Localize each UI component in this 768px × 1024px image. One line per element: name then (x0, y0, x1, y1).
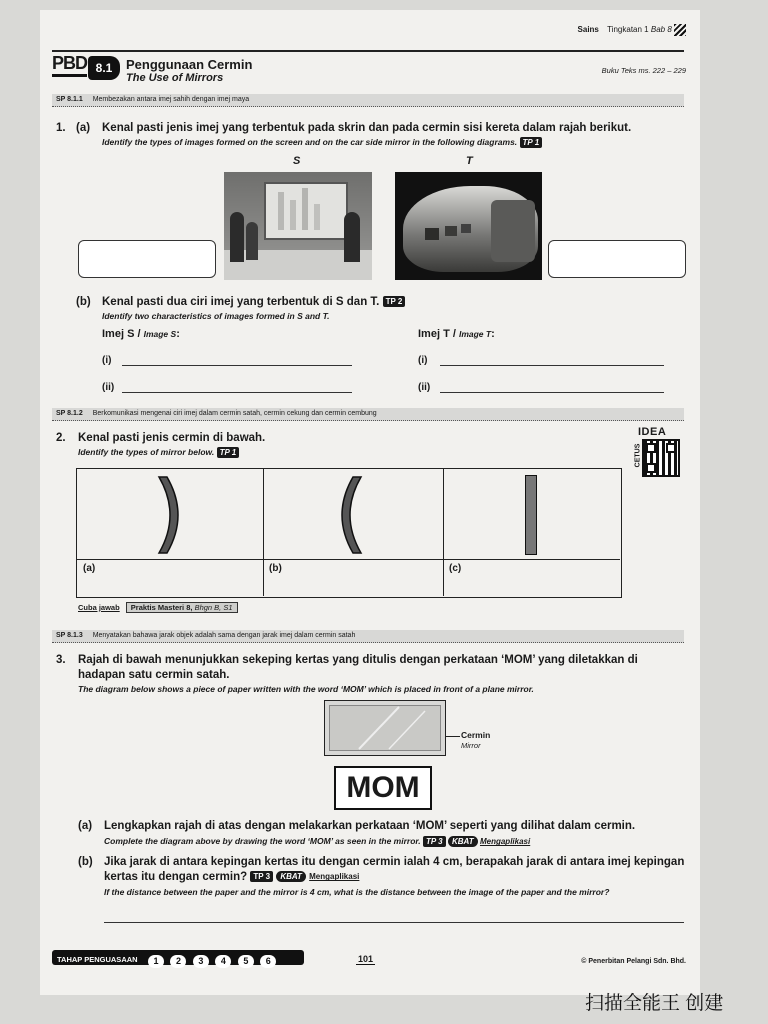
q3b-question-ms-1: Jika jarak di antara kepingan kertas itu dengan cermin ialah 4 cm, berapakah jarak di antara imej kepingan (104, 856, 685, 868)
answer-line-q3b[interactable] (104, 922, 684, 923)
imej-t-label: Imej T / Image T: (418, 328, 495, 340)
sp-code: SP 8.1.2 (56, 410, 83, 417)
level-1: 1 (148, 955, 164, 968)
person-1 (230, 212, 244, 262)
convex-mirror-icon (137, 473, 197, 557)
q3-question-ms-2: hadapan satu cermin satah. (78, 669, 230, 681)
tp-badge: TP 2 (383, 296, 406, 307)
publisher: © Penerbitan Pelangi Sdn. Bhd. (581, 958, 686, 965)
q1b-question-en: Identify two characteristics of images formed in S and T. (102, 311, 330, 321)
tp-badge: TP 1 (520, 137, 543, 148)
subtopic-code: 8.1 (88, 56, 120, 80)
q2-number: 2. (56, 432, 66, 444)
q3-question-ms-1: Rajah di bawah menunjukkan sekeping kertas yang ditulis dengan perkataan ‘MOM’ yang diletakkan di (78, 654, 638, 666)
worksheet-page (40, 10, 700, 995)
person-2 (246, 222, 258, 260)
q3-question-en: The diagram below shows a piece of paper written with the word ‘MOM’ which is placed in front of a plane mirror. (78, 684, 534, 694)
answer-line-t-ii[interactable] (440, 392, 664, 393)
idea-cetus-qr[interactable] (632, 426, 688, 484)
sp-text: Menyatakan bahawa jarak objek adalah sama dengan jarak imej dalam cermin satah (92, 632, 356, 639)
q1-question-ms: Kenal pasti jenis imej yang terbentuk pada skrin dan pada cermin sisi kereta dalam rajah berikut. (102, 122, 632, 134)
title-en: The Use of Mirrors (126, 72, 224, 84)
sp-text: Membezakan antara imej sahih dengan imej maya (92, 96, 250, 103)
q3b-question-ms-2: kertas itu dengan cermin? TP 3 KBAT Mengaplikasi (104, 871, 360, 883)
q3-part-b: (b) (78, 856, 93, 868)
mirror-shine-icon (329, 705, 441, 751)
answer-line-t-i[interactable] (440, 365, 664, 366)
level-6: 6 (260, 955, 276, 968)
sp-code: SP 8.1.3 (56, 632, 83, 639)
label-s: S (293, 155, 301, 167)
cell-c-label: (c) (449, 563, 462, 574)
photo-s-screen (224, 172, 372, 280)
mirror-pointer-line (446, 736, 460, 737)
sp-bar-3 (52, 630, 684, 643)
kbat-badge: KBAT (276, 871, 306, 882)
sp-code: SP 8.1.1 (56, 96, 83, 103)
level-5: 5 (238, 955, 254, 968)
page-number: 101 (358, 954, 374, 964)
s-item-ii: (ii) (102, 382, 115, 393)
q3a-question-en: Complete the diagram above by drawing the word ‘MOM’ as seen in the mirror. TP 3 KBAT Mengaplikasi (104, 836, 531, 847)
qr-code-icon (642, 439, 680, 477)
textbook-ref: Buku Teks ms. 222 – 229 (601, 66, 686, 75)
level-2: 2 (170, 955, 186, 968)
header-rule (52, 50, 684, 52)
cetus-label: CETUS (634, 443, 642, 468)
mirror-table (76, 468, 622, 598)
t-item-ii: (ii) (418, 382, 431, 393)
answer-line-s-i[interactable] (122, 365, 352, 366)
q1-number: 1. (56, 122, 66, 134)
mom-paper: MOM (334, 766, 432, 810)
answer-line-s-ii[interactable] (122, 392, 352, 393)
q3a-question-ms: Lengkapkan rajah di atas dengan melakarkan perkataan ‘MOM’ seperti yang dilihat dalam cermin. (104, 820, 636, 832)
t-item-i: (i) (418, 355, 428, 366)
subject: Sains (577, 25, 599, 35)
q3-part-a: (a) (78, 820, 93, 832)
plane-mirror-diagram[interactable] (324, 700, 446, 756)
q3-number: 3. (56, 654, 66, 666)
car-reflection (491, 200, 535, 262)
photo-t-side-mirror (395, 172, 542, 280)
sp-text: Berkomunikasi mengenai ciri imej dalam cermin satah, cermin cekung dan cermin cembung (92, 410, 377, 417)
label-t: T (466, 155, 473, 167)
plane-mirror-icon (525, 475, 537, 555)
person-3 (344, 212, 360, 262)
kbat-badge: KBAT (448, 836, 478, 847)
tp-badge: TP 1 (217, 447, 240, 458)
running-header (578, 24, 686, 36)
level: Tingkatan 1 (607, 25, 649, 35)
scanner-watermark: 扫描全能王 创建 (585, 993, 724, 1014)
mirror-label: Mirror (461, 741, 481, 750)
chapter-stripe-icon (674, 24, 686, 36)
pbd-badge: PBD (52, 53, 87, 77)
cell-a-label: (a) (83, 563, 96, 574)
imej-s-label: Imej S / Image S: (102, 328, 180, 340)
level-4: 4 (215, 955, 231, 968)
tp-badge: TP 3 (250, 871, 273, 882)
sp-bar-2 (52, 408, 684, 421)
title-ms: Penggunaan Cermin (126, 57, 253, 72)
concave-mirror-icon (317, 473, 377, 557)
cermin-label: Cermin (461, 730, 491, 740)
answer-box-s[interactable] (78, 240, 216, 278)
level-3: 3 (193, 955, 209, 968)
q1-question-en: Identify the types of images formed on the screen and on the car side mirror in the following diagrams. TP 1 (102, 137, 542, 148)
mengaplikasi-tag: Mengaplikasi (479, 837, 531, 847)
q1b-question-ms: Kenal pasti dua ciri imej yang terbentuk di S dan T. TP 2 (102, 296, 405, 308)
sp-bar-1 (52, 94, 684, 107)
q1-part-a: (a) (76, 122, 91, 134)
tahap-penguasaan-bar (52, 950, 304, 965)
s-item-i: (i) (102, 355, 112, 366)
answer-box-t[interactable] (548, 240, 686, 278)
idea-label: IDEA (638, 426, 667, 438)
q2-question-ms: Kenal pasti jenis cermin di bawah. (78, 432, 266, 444)
q3b-question-en: If the distance between the paper and the mirror is 4 cm, what is the distance between the image of the paper and the mirror? (104, 887, 610, 897)
mengaplikasi-tag: Mengaplikasi (309, 872, 360, 882)
tahap-label: TAHAP PENGUASAAN (57, 955, 138, 965)
q2-question-en: Identify the types of mirror below. TP 1 (78, 447, 239, 458)
tp-badge: TP 3 (423, 836, 446, 847)
cell-b-label: (b) (269, 563, 282, 574)
q1-part-b: (b) (76, 296, 91, 308)
chapter: Bab 8 (650, 25, 672, 35)
cuba-jawab: Cuba jawab Praktis Masteri 8, Bhgn B, S1 (78, 602, 238, 613)
